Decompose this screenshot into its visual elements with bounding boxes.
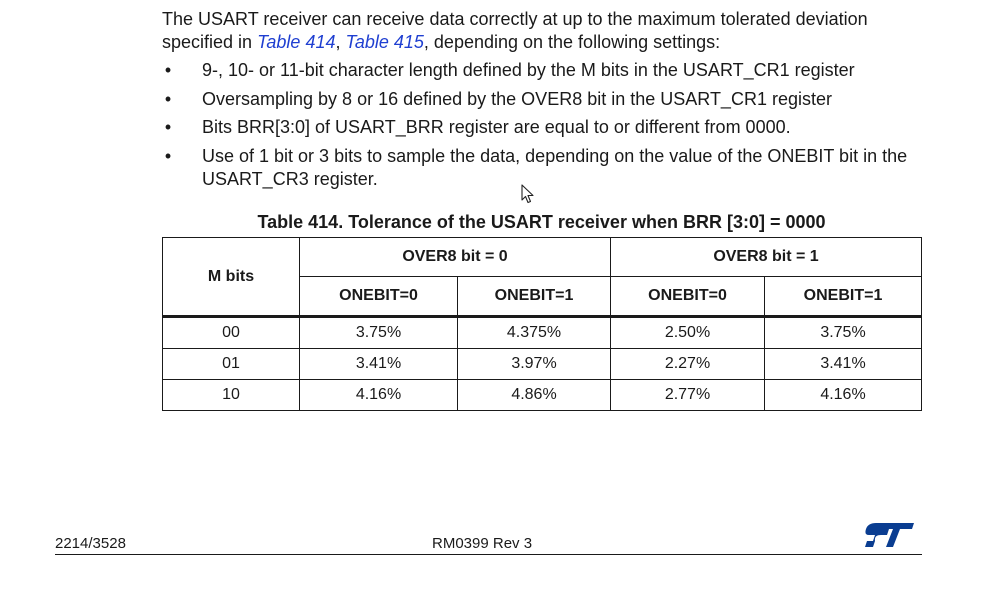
tolerance-cell: 2.77%	[611, 380, 765, 411]
tolerance-cell: 2.27%	[611, 349, 765, 380]
over8-1-header: OVER8 bit = 1	[611, 238, 922, 277]
table-row	[163, 317, 922, 349]
st-logo-icon	[862, 520, 918, 550]
onebit-header: ONEBIT=1	[765, 277, 922, 317]
onebit-header: ONEBIT=0	[300, 277, 458, 317]
onebit-header: ONEBIT=1	[458, 277, 611, 317]
footer-divider	[55, 554, 922, 555]
list-item-text: Use of 1 bit or 3 bits to sample the data, depending on the value of the ONEBIT bit in the USART_CR3 register.	[202, 145, 908, 189]
tolerance-cell: 3.75%	[765, 317, 922, 349]
tolerance-cell: 3.41%	[765, 349, 922, 380]
document-revision: RM0399 Rev 3	[432, 535, 533, 552]
intro-sep: ,	[335, 32, 346, 52]
bullet-icon: •	[164, 145, 172, 166]
over8-0-header: OVER8 bit = 0	[300, 238, 611, 277]
intro-line2-suffix: , depending on the following settings:	[423, 32, 721, 52]
tolerance-cell: 4.86%	[458, 380, 611, 411]
tolerance-cell: 4.16%	[765, 380, 922, 411]
tolerance-cell: 3.75%	[300, 317, 458, 349]
table-header-row	[163, 238, 922, 277]
page-number: 2214/3528	[55, 535, 126, 552]
tolerance-cell: 3.41%	[300, 349, 458, 380]
intro-line1: The USART receiver can receive data correctly at up to the maximum tolerated deviation	[162, 9, 868, 29]
tolerance-cell: 3.97%	[458, 349, 611, 380]
tolerance-table	[162, 237, 922, 411]
m-bits-cell: 01	[163, 349, 300, 380]
tolerance-cell: 4.375%	[458, 317, 611, 349]
intro-paragraph	[162, 8, 922, 54]
table-row	[163, 380, 922, 411]
bullet-icon: •	[164, 60, 172, 80]
intro-line2-prefix: specified in	[162, 32, 258, 52]
table-row	[163, 349, 922, 380]
table-title: Table 414. Tolerance of the USART receiver when BRR [3:0] = 0000	[257, 212, 826, 232]
table-415-link[interactable]: Table 415	[345, 32, 424, 52]
bullet-icon: •	[164, 88, 172, 109]
onebit-header: ONEBIT=0	[611, 277, 765, 317]
m-bits-cell: 10	[163, 380, 300, 411]
tolerance-cell: 4.16%	[300, 380, 458, 411]
list-item	[162, 116, 922, 139]
list-item-text: Bits BRR[3:0] of USART_BRR register are equal to or different from 0000.	[202, 117, 791, 137]
list-item-text: Oversampling by 8 or 16 defined by the OVER8 bit in the USART_CR1 register	[202, 88, 832, 109]
table-414-link[interactable]: Table 414	[257, 32, 336, 52]
list-item	[162, 145, 922, 191]
settings-list	[162, 59, 922, 196]
list-item	[162, 59, 922, 82]
list-item-text: 9-, 10- or 11-bit character length defined by the M bits in the USART_CR1 register	[202, 60, 855, 80]
list-item	[162, 88, 922, 111]
m-bits-cell: 00	[163, 317, 300, 349]
mouse-pointer-icon	[521, 184, 535, 204]
m-bits-header: M bits	[163, 238, 300, 317]
bullet-icon: •	[164, 117, 172, 137]
tolerance-cell: 2.50%	[611, 317, 765, 349]
